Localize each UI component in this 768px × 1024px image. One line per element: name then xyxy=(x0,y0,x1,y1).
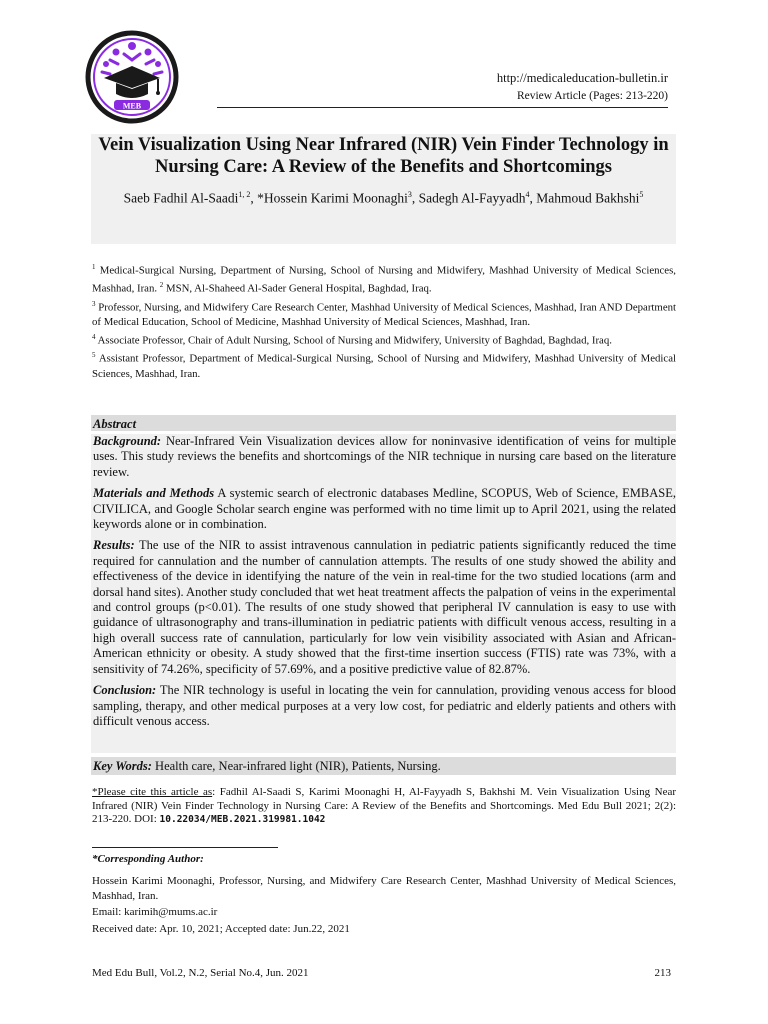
affil-text: Associate Professor, Chair of Adult Nursing, School of Nursing and Midwifery, University of Baghdad, Baghdad, Iraq. xyxy=(97,334,612,347)
journal-url[interactable]: http://medicaleducation-bulletin.ir xyxy=(496,71,668,85)
author-sep: , xyxy=(411,190,419,206)
corresponding-heading: *Corresponding Author: xyxy=(92,853,204,865)
abstract-results xyxy=(93,538,676,677)
corresponding-author: Hossein Karimi Moonaghi, Professor, Nursing, and Midwifery Care Research Center, Mashhad University of Medical Sciences, Mashhad, Iran. xyxy=(92,875,676,902)
footnote-rule xyxy=(92,847,278,848)
section-label: Background: xyxy=(93,434,162,448)
section-label: Materials and Methods xyxy=(93,486,215,501)
keywords-text: Health care, Near-infrared light (NIR), Patients, Nursing. xyxy=(155,759,441,773)
article-title: Vein Visualization Using Near Infrared (NIR) Vein Finder Technology in Nursing Care: A Review of the Benefits and Shortcomings xyxy=(98,135,669,177)
header-rule xyxy=(217,107,668,108)
abstract-heading-band xyxy=(91,415,676,431)
keywords-label: Key Words: xyxy=(93,759,152,773)
citation xyxy=(92,786,676,827)
abstract-conclusion xyxy=(93,683,676,729)
affil-text: MSN, Al-Shaheed Al-Sader General Hospital, Baghdad, Iraq. xyxy=(165,282,432,295)
section-text: The use of the NIR to assist intravenous cannulation in pediatric patients significantly reduced the time required for cannulation and the number of cannulation attempts. The results of one study showed the ability and effectiveness of the device in identifying the nature of the vein in real-time for the two studied locations (arm and dorsal hand sites). Another study concluded that wet heat treatment affects the palpation of veins in the experimental and control groups (p<0.01). The results of one study showed that peripheral IV cannulation is easy to use with guidance of ultrasonography and trans-illumination in pediatric patients with difficult venous access, resulting in a high overall success rate of cannulation, particularly for low vein visibility associated with Asian and African-American ethnicity or obesity. A study showed that the first-time insertion success (FTIS) rate was 73%, with a sensitivity of 74.26%, specificity of 57.69%, and a positive predictive value of 82.87%. xyxy=(93,538,676,676)
author-name: Mahmoud Bakhshi xyxy=(536,190,640,206)
corresponding-details xyxy=(92,874,676,938)
keywords-band xyxy=(91,757,676,775)
citation-doi[interactable]: 10.22034/MEB.2021.319981.1042 xyxy=(159,814,326,825)
author-name: *Hossein Karimi Moonaghi xyxy=(257,190,408,206)
section-label: Results: xyxy=(93,538,135,553)
journal-logo xyxy=(80,30,184,124)
article-dates: Received date: Apr. 10, 2021; Accepted date: Jun.22, 2021 xyxy=(92,922,350,935)
affiliation xyxy=(92,260,676,297)
affil-text: Professor, Nursing, and Midwifery Care Research Center, Mashhad University of Medical Sciences, Mashhad, Iran AND Department of Medical Education, School of Medicine, Mashhad University of Medical Sciences, Mashhad, Iran. xyxy=(92,301,677,329)
affil-text: Assistant Professor, Department of Medical-Surgical Nursing, School of Nursing and Midwifery, Mashhad University of Medical Sciences, Mashhad, Iran. xyxy=(92,352,677,380)
section-text: The NIR technology is useful in locating the vein for cannulation, providing venous access for blood sampling, therapy, and other medical purposes at a very low cost, for pediatric and elderly patients and others with difficult venous access. xyxy=(93,683,676,728)
author-sup: 3 xyxy=(407,190,412,199)
meb-logo-graphic xyxy=(80,30,184,124)
abstract-body xyxy=(91,434,676,753)
article-type: Review Article (Pages: 213-220) xyxy=(516,90,668,102)
abstract-background xyxy=(93,434,676,480)
logo-text: MEB xyxy=(122,101,142,111)
affiliation xyxy=(92,297,676,330)
section-label: Conclusion: xyxy=(93,683,157,698)
page-number: 213 xyxy=(654,967,671,979)
affil-text: Medical-Surgical Nursing, Department of Nursing, School of Nursing and Midwifery, Mashhad University of Medical Sciences, Mashhad, Iran. xyxy=(92,264,676,295)
affil-sup: 2 xyxy=(159,281,164,290)
author-sup: 1, 2 xyxy=(238,190,251,199)
footer-journal: Med Edu Bull, Vol.2, N.2, Serial No.4, Jun. 2021 xyxy=(92,967,309,979)
affil-sup: 4 xyxy=(92,332,96,341)
section-text: Near-Infrared Vein Visualization devices allow for noninvasive identification of veins for multiple uses. This study reviews the benefits and shortcomings of the NIR technique in nursing care based on the literature review. xyxy=(93,434,676,479)
author-sup: 5 xyxy=(639,190,644,199)
author-list xyxy=(91,186,676,207)
affil-sup: 5 xyxy=(92,351,96,360)
citation-text: : Fadhil Al-Saadi S, Karimi Moonaghi H, Al-Fayyadh S, Bakhshi M. Vein Visualization Using Near Infrared (NIR) Vein Finder Technology in Nursing Care: A Review of the Benefits and Shortcomings. Med Edu Bull 2021; 2(2): 213-220. DOI: xyxy=(92,786,677,825)
author-sup: 4 xyxy=(525,190,530,199)
author-name: Saeb Fadhil Al-Saadi xyxy=(123,190,239,206)
author-name: Sadegh Al-Fayyadh xyxy=(418,190,526,206)
affil-sup: 3 xyxy=(92,299,96,308)
corresponding-email[interactable]: Email: karimih@mums.ac.ir xyxy=(92,906,218,918)
affil-sup: 1 xyxy=(92,263,96,271)
citation-prefix: *Please cite this article as xyxy=(92,786,213,798)
author-sep: , xyxy=(250,190,258,206)
affiliation xyxy=(92,348,676,381)
section-text: A systemic search of electronic databases Medline, SCOPUS, Web of Science, EMBASE, CIVILICA, and Google Scholar search engine was performed with no time limit up to April 2021, using the related keywords alone or in combination. xyxy=(93,486,676,532)
abstract-heading: Abstract xyxy=(93,417,137,431)
abstract-methods xyxy=(93,486,676,532)
affiliations xyxy=(92,260,676,382)
author-sep: , xyxy=(529,190,537,206)
affiliation xyxy=(92,330,676,348)
title-block xyxy=(91,134,676,244)
